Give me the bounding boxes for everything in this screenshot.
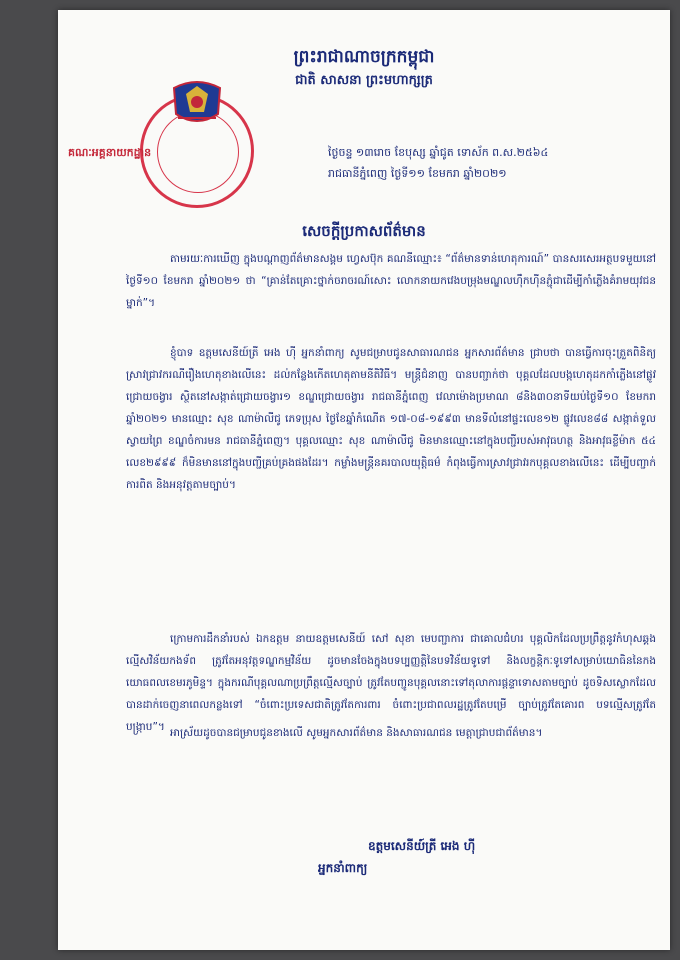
department-name: គណៈអគ្គនាយកដ្ឋាន [68,146,152,159]
lunar-date: ថ្ងៃចន្ទ ១៣រោច ខែបុស្ស ឆ្នាំជូត ទោស័ក ព.ស.២៥៦៤ [328,146,549,159]
emblem-icon [164,74,230,130]
paragraph-4-text: អាស្រ័យដូចបានជម្រាបជូនខាងលើ សូមអ្នកសារព័ត៌មាន និងសាធារណជន មេត្តាជ្រាបជាព័ត៌មាន។ [170,727,543,739]
paragraph-1 [126,248,656,314]
national-motto: ជាតិ សាសនា ព្រះមហាក្សត្រ [295,73,433,88]
document-title: សេចក្តីប្រកាសព័ត៌មាន [302,222,426,240]
signatory-title: អ្នកនាំពាក្យ [318,861,368,875]
paragraph-4 [126,722,656,744]
paragraph-2 [126,342,656,496]
kingdom-heading: ព្រះរាជាណាចក្រកម្ពុជា [293,47,435,67]
paragraph-1-text: តាមរយៈការឃើញ ក្នុងបណ្ដាញព័ត៌មានសង្គម ហ្វេសប៊ុក គណនីឈ្មោះ៖ “ព័ត៌មានទាន់ហេតុការណ៍” បានសរសេរអត្ថបទមួយនៅថ្ងៃទី១០ ខែមករា ឆ្នាំ២០២១ ថា “គ្រាន់តែគ្រោះថ្នាក់ចរាចរណ៍សោះ លោកនាយកវេងបម្រុងមណ្ឌលហ៊ឹកហ៊ីនភ្ជុំជាដើម្បីកាំភ្លើងគំរាមយុវជនម្នាក់”។ [126,253,656,309]
paragraph-2-text: ខ្ញុំបាទ ឧត្តមសេនីយ៍ត្រី អេង ហ៊ី អ្នកនាំពាក្យ សូមជម្រាបជូនសាធារណជន អ្នកសារព័ត៌មាន ជ្រាបថា បានធ្វើការចុះត្រួតពិនិត្យស្រាវជ្រាវករណីរឿងហេតុខាងលើនេះ ដល់កន្លែងកើតហេតុតាមនីតិវិធី។ មន្ត្រីជំនាញ បានបញ្ជាក់ថា បុគ្គលដែលបង្កហេតុដកកាំភ្លើងនៅផ្លូវជ្រោយចង្វារ ស្ថិតនៅសង្កាត់ជ្រោយចង្វារ១ ខណ្ឌជ្រោយចង្វារ រាជធានីភ្នំពេញ វេលាម៉ោងប្រមាណ ៨និង៣០នាទីយប់ថ្ងៃទី១០ ខែមករា ឆ្នាំ២០២១ មានឈ្មោះ សុខ ណាម៉ាលីជូ ភេទប្រុស ថ្ងៃខែឆ្នាំកំណើត ១៧-០៨-១៩៩៣ មានទីលំនៅផ្ទះលេខ១២ ផ្លូវលេខ៨៨ សង្កាត់ទួលស្វាយព្រៃ ខណ្ឌចំការមន រាជធានីភ្នំពេញ។ បុគ្គលឈ្មោះ សុខ ណាម៉ាលីជូ មិនមានឈ្មោះនៅក្នុងបញ្ជីរបស់អាវុធហត្ថ និងអាវុធខ្លីម៉ាក ៥៤ លេខ២៩៩៩ ក៏មិនមាននៅក្នុងបញ្ជីគ្រប់គ្រងផងដែរ។ កម្លាំងមន្ត្រីនគរបាលយុត្តិធម៌ កំពុងធ្វើការស្រាវជ្រាវរកបុគ្គលខាងលើនេះ ដើម្បីបញ្ជាក់ការពិត និងអនុវត្តតាមច្បាប់។ [126,347,656,491]
signatory-name: ឧត្តមសេនីយ៍ត្រី អេង ហ៊ី [368,839,476,853]
solar-date: រាជធានីភ្នំពេញ ថ្ងៃទី១១ ខែមករា ឆ្នាំ២០២១ [328,167,507,180]
paragraph-3-text: ក្រោមការដឹកនាំរបស់ ឯកឧត្តម នាយឧត្តមសេនីយ៍ សៅ សុខា មេបញ្ជាការ ជាគោលជំហរ បុគ្គលិកដែលប្រព្រឹត្តនូវកំហុសឆ្គង ល្មើសវិន័យកងទ័ព ត្រូវតែអនុវត្តទណ្ឌកម្មវិន័យ ដូចមានចែងក្នុងបទប្បញ្ញត្តិនៃបទវិន័យទូទៅ និងលក្ខន្តិកៈទូទៅសម្រាប់យោធិននៃកងយោធពលខេមរភូមិន្ទ។ ក្នុងករណីបុគ្គលណាប្រព្រឹត្តល្មើសច្បាប់ ត្រូវតែបញ្ជូនបុគ្គលនោះទៅតុលាការផ្តន្ទាទោសតាមច្បាប់ ដូចទិសស្លោកដែលបានដាក់ចេញនាពេលកន្លងទៅ “ចំពោះប្រទេសជាតិត្រូវតែការពារ ចំពោះប្រជាពលរដ្ឋត្រូវតែបម្រើ ច្បាប់ត្រូវតែគោរព បទល្មើសត្រូវតែបង្ក្រាប”។ [126,633,656,733]
document-page [58,10,670,950]
